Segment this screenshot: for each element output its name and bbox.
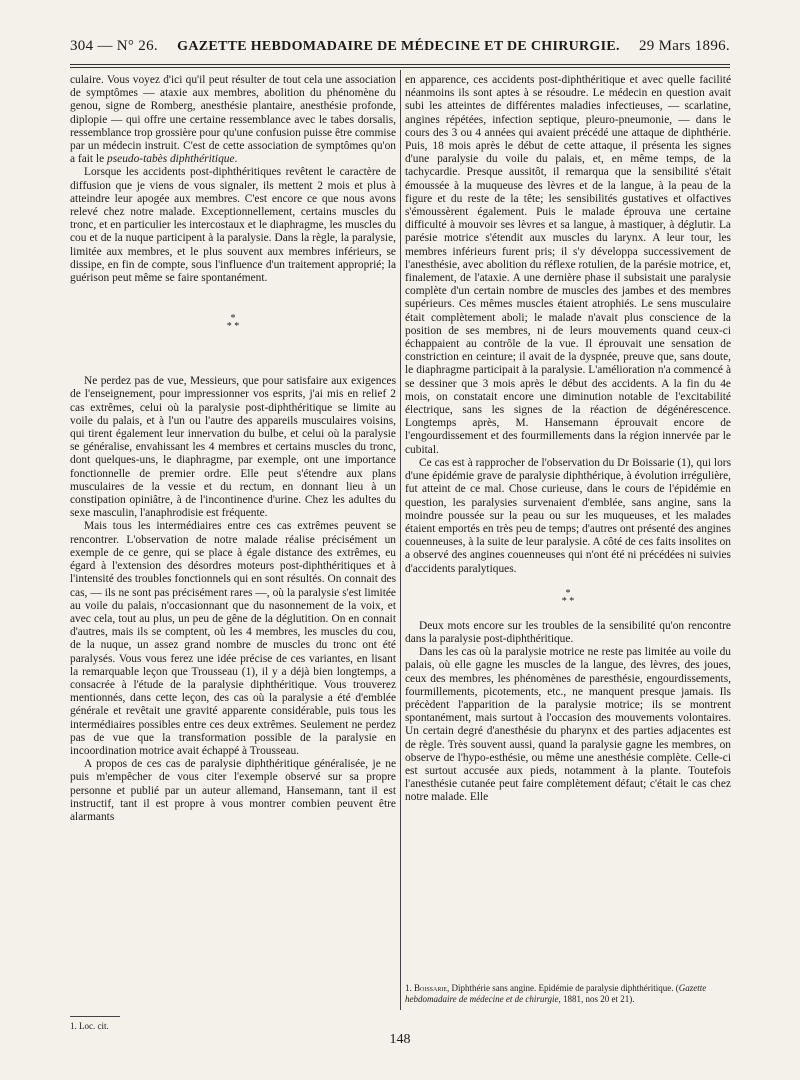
paragraph: Ce cas est à rapprocher de l'observation du Dr Boissarie (1), qui lors d'une épidémie grave de paralysie diphthérique, à évolution irrégulière, fut atteint de ce mal. Chose curieuse, dans le cours de l'épidémie en question, les paralysies survenaient d'emblée, sans angine, sans la moindre poussée sur la peau ou sur les muqueuses, et les malades étaient emportés en très peu de temps; d'autres ont présenté des angines couenneuses, à la suite de leur paralysie. A côté de ces faits insolites on a observé des angines couenneuses qui n'ont été ni précédées ni suivies d'accidents paralytiques. xyxy=(405,456,731,575)
header-rule-top xyxy=(70,64,730,65)
running-header xyxy=(70,38,730,60)
paragraph: en apparence, ces accidents post-diphthéritique et avec quelle facilité néanmoins ils sont aptes à se résoudre. Le médecin en question avait subi les atteintes de différentes maladies infectieuses, — scarlatine, angines répétées, infection septique, pleuro-pneumonie, — dans le cours des 3 ou 4 années qui avaient précédé une attaque de diphthérie. Puis, 18 mois après le début de cette attaque, il présenta les signes d'une paralysie du voile du palais, et, en même temps, de la tachycardie. Presque aussitôt, il remarqua que la sensibilité s'était émoussée à la muqueuse des lèvres et de la langue, à la peau de la figure et du reste de la tête; les sensibilités gustatives et olfactives s'émoussèrent également. Puis le malade éprouva une certaine difficulté à mouvoir ses lèvres et sa langue, à mastiquer, à déglutir. La parésie motrice s'étendit aux muscles du larynx. A leur tour, les membres inférieurs furent pris; il s'y développa successivement de l'anesthésie, avec abolition du réflexe rotulien, de la parésie motrice, et, finalement, de l'ataxie. A une dernière phase il subsistait une paralysie complète d'un certain nombre de muscles des jambes et des membres supérieurs. Ces mêmes muscles étaient atrophiés. Le sens musculaire était complètement aboli; le malade n'avait plus conscience de la position de ses membres, ni de leurs mouvements quand ceux-ci échappaient au contrôle de la vue. Il éprouvait une sensation de constriction en ceinture; il avait de la dyspnée, preuve que, sans doute, le diaphragme participait à la paralysie. L'amélioration n'a commencé à se dessiner que 3 mois après le début des accidents. A la fin du 4e mois, on constatait encore une diminution notable de l'excitabilité électrique, sans les signes de la réaction de dégénérescence. Longtemps après, M. Hansemann éprouvait encore de l'engourdissement et des fourmillements dans la région innervée par le cubital. xyxy=(405,74,731,456)
column-divider xyxy=(400,70,401,1010)
footnote-rule xyxy=(70,1016,120,1017)
header-rule-bottom xyxy=(70,67,730,68)
journal-title: GAZETTE HEBDOMADAIRE DE MÉDECINE ET DE CHIRURGIE. xyxy=(177,39,620,54)
footnote xyxy=(70,1016,120,1032)
header-page-issue: 304 — N° 26. xyxy=(70,38,158,54)
paragraph: Mais tous les intermédiaires entre ces cas extrêmes peuvent se rencontrer. L'observation de notre malade réalise précisément un exemple de ce genre, qui se place à égale distance des extrêmes, eu égard à l'extension des désordres moteurs post-diphthéritiques et à l'intensité des troubles fonctionnels qui en sont résultés. On connait des cas, — ils ne sont pas précisément rares —, où la paralysie s'est limitée au voile du palais, n'occasionnant que du nasonnement de la voix, et avec cela, tout au plus, un peu de gêne de la déglutition. On en connait d'autres, mais ils se comptent, où les 4 membres, les muscles du cou, de la nuque, un assez grand nombre de muscles du tronc ont été paralysés. Vous vous ferez une idée précise de ces variantes, en lisant la remarquable leçon que Trousseau (1), il y a déjà bien longtemps, a consacrée à l'étude de la paralysie diphthéritique. Vous trouverez mentionnés, dans cette leçon, des cas où la paralysie a été d'emblée générale et revêtait une gravité apparente considérable, puis tous les intermédiaires possibles entre ces deux extrêmes. Seulement ne perdez pas de vue que la transformation possible de la paralysie en incoordination motrice avait échappé à Trousseau. xyxy=(70,520,396,757)
right-column xyxy=(405,74,731,1004)
paragraph: Deux mots encore sur les troubles de la sensibilité qu'on rencontre dans la paralysie post-diphthéritique. xyxy=(405,619,731,645)
paragraph: Ne perdez pas de vue, Messieurs, que pour satisfaire aux exigences de l'enseignement, pour impressionner vos esprits, j'ai mis en relief 2 cas extrêmes, celui où la paralysie post-diphthéritique se limite au voile du palais, et à l'un ou l'autre des appareils musculaires voisins, qui tirent également leur innervation du bulbe, et celui où la paralysie se généralise, envahissant les 4 membres et certains muscles du tronc, dont quelques-uns, le diaphragme, par exemple, ont une importance fonctionnelle de premier ordre. Elle peut s'étendre aux plans musculaires de la vessie et du rectum, en donnant lieu à un constipation opiniâtre, à de l'incontinence d'urine. Chez les adultes du sexe masculin, l'anaphrodisie est fréquente. xyxy=(70,375,396,520)
section-separator-stars: * * * xyxy=(226,313,240,333)
paragraph: A propos de ces cas de paralysie diphthéritique généralisée, je ne puis m'empêcher de vous citer l'exemple observé sur sa propre personne et publié par un auteur allemand, Hansemann, tant il est instructif, tant il est propre à vous montrer combien peuvent être alarmants xyxy=(70,758,396,823)
italic-term: pseudo-tabès diphthéritique xyxy=(107,153,235,166)
left-column xyxy=(70,74,396,1002)
footnote-author: Boissarie, xyxy=(414,983,450,993)
paragraph: Lorsque les accidents post-diphthéritiques revêtent le caractère de diffusion que je viens de vous signaler, ils mettent 2 mois et plus à atteindre leur apogée aux membres. C'est encore ce que nous avons relevé chez notre malade. Exceptionnellement, certains muscles du tronc, et en particulier les intercostaux et le diaphragme, les muscles du cou et de la nuque participent à la paralysie. Dans la règle, la paralysie, limitée aux membres, et le plus souvent aux membres inférieurs, se dissipe, en fin de compte, sous l'influence d'un traitement approprié; la guérison peut même se faire spontanément. xyxy=(70,166,396,285)
paragraph: Dans les cas où la paralysie motrice ne reste pas limitée au voile du palais, où elle gagne les muscles de la langue, des lèvres, des joues, ceux des membres, les phénomènes de paresthésie, engourdissements, fourmillements, picotements, etc., ne manquent presque jamais. Ils précèdent l'apparition de la paralysie motrice; ils se montrent spontanément, mais surtout à l'occasion des mouvements volontaires. Un certain degré d'anesthésie du pharynx et des parties adjacentes est de règle. Très souvent aussi, quand la paralysie gagne les membres, on observe de l'hypo-esthésie, ou même une anesthésie complète. Celle-ci est surtout accusée aux pieds, notamment à la plante. Toutefois l'anesthésie cutanée peut faire complètement défaut; c'était le cas chez notre malade. Elle xyxy=(405,646,731,804)
footnote-text: Diphthérie sans angine. Epidémie de paralysie diphthéritique. xyxy=(451,983,674,993)
footnote-text: 1. Loc. cit. xyxy=(70,1021,109,1031)
footnote: 1. Boissarie, Diphthérie sans angine. Epidémie de paralysie diphthéritique. (Gazette hebdomadaire de médecine et de chirurgie, 1881, nos 20 et 21). xyxy=(405,983,707,1004)
section-separator-stars: * * * xyxy=(561,587,575,607)
header-date: 29 Mars 1896. xyxy=(639,38,730,54)
footnote-end: 1881, nos 20 et 21). xyxy=(563,994,635,1004)
page-number: 148 xyxy=(389,1032,411,1047)
paragraph: culaire. Vous voyez d'ici qu'il peut résulter de tout cela une association de symptômes — ataxie aux membres, abolition du phénomène du genou, signe de Romberg, anesthésie plantaire, anesthésie profonde, diplopie — qui offre une certaine ressemblance avec le tabes dorsalis, ressemblance trop grossière pour qu'une confusion puisse être commise par un médecin instruit. C'est de cette association de symptômes qu'on a fait le pseudo-tabès diphthéritique. xyxy=(70,74,396,166)
footnote-source: Gazette hebdomadaire de médecine et de chirurgie, xyxy=(405,983,707,1004)
